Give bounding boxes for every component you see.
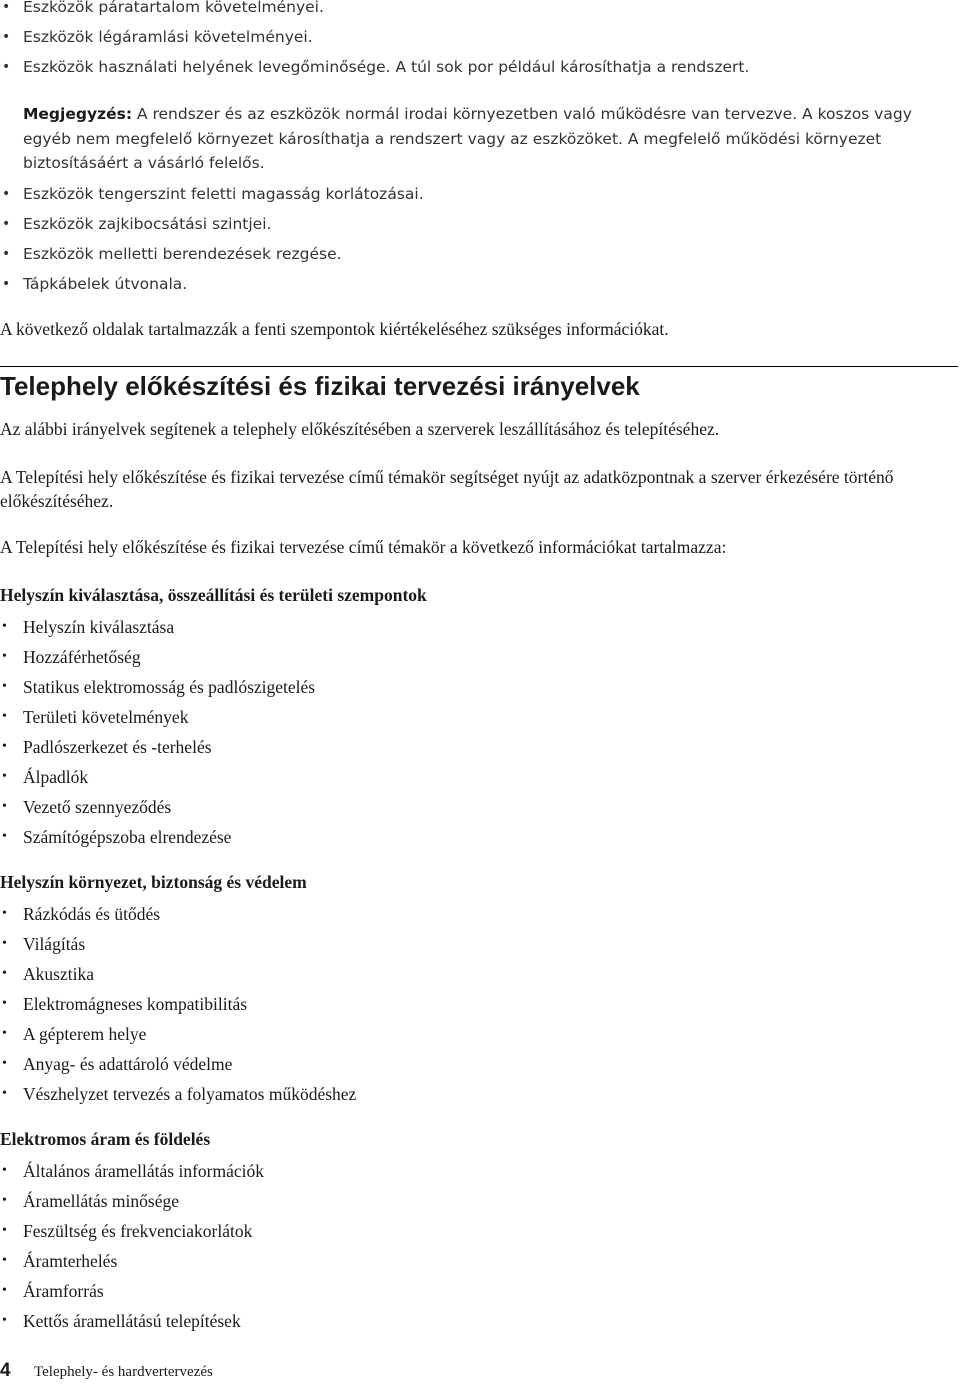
list-item: • Tápkábelek útvonala. xyxy=(0,269,940,299)
list-item: • Kettős áramellátású telepítések xyxy=(0,1306,940,1336)
list-item: • Statikus elektromosság és padlószigetelés xyxy=(0,672,940,702)
list-item: • Eszközök zajkibocsátási szintjei. xyxy=(0,209,940,239)
note-label: Megjegyzés: xyxy=(23,105,133,123)
section-divider xyxy=(0,366,958,367)
list-item: • Eszközök tengerszint feletti magasság korlátozásai. xyxy=(0,179,940,209)
page-number: 4 xyxy=(0,1360,11,1381)
list-item: • Áramterhelés xyxy=(0,1246,940,1276)
section-title: Telephely előkészítési és fizikai tervezési irányelvek xyxy=(0,371,640,401)
subsection-heading-environment: Helyszín környezet, biztonság és védelem xyxy=(0,872,307,892)
power-topics-list xyxy=(0,1156,940,1336)
list-item: • Padlószerkezet és -terhelés xyxy=(0,732,940,762)
list-item: • Anyag- és adattároló védelme xyxy=(0,1049,940,1079)
environment-topics-list xyxy=(0,899,940,1109)
note-paragraph xyxy=(23,102,948,176)
list-item: • Elektromágneses kompatibilitás xyxy=(0,989,940,1019)
list-item: • Eszközök légáramlási követelményei. xyxy=(0,24,940,54)
list-item: • Álpadlók xyxy=(0,762,940,792)
list-item: • Helyszín kiválasztása xyxy=(0,612,940,642)
following-paragraph: A következő oldalak tartalmazzák a fenti szempontok kiértékeléséhez szükséges információkat. xyxy=(0,319,669,339)
list-item: • Eszközök használati helyének levegőminősége. A túl sok por például károsíthatja a rendszert. xyxy=(0,54,940,84)
list-item: • A gépterem helye xyxy=(0,1019,940,1049)
list-item: • Eszközök melletti berendezések rezgése. xyxy=(0,239,940,269)
list-item: • Területi követelmények xyxy=(0,702,940,732)
note-text: A rendszer és az eszközök normál irodai környezetben való működésre van tervezve. A koszos vagy egyéb nem megfelelő környezet károsíthatja a rendszert vagy az eszközöket. A megfelelő működési környezet biztosításáért a vásárló felelős. xyxy=(23,105,912,172)
list-item: • Eszközök páratartalom követelményei. xyxy=(0,0,940,24)
list-item: • Általános áramellátás információk xyxy=(0,1156,940,1186)
list-item: • Áramforrás xyxy=(0,1276,940,1306)
list-item: • Vészhelyzet tervezés a folyamatos működéshez xyxy=(0,1079,940,1109)
list-item: • Világítás xyxy=(0,929,940,959)
site-topics-list xyxy=(0,612,940,852)
subsection-heading-power: Elektromos áram és földelés xyxy=(0,1129,211,1149)
list-item: • Rázkódás és ütődés xyxy=(0,899,940,929)
list-item: • Akusztika xyxy=(0,959,940,989)
list-item: • Feszültség és frekvenciakorlátok xyxy=(0,1216,940,1246)
list-item: • Hozzáférhetőség xyxy=(0,642,940,672)
description-paragraph: A Telepítési hely előkészítése és fizikai tervezése című témakör segítséget nyújt az adatközpontnak a szerver érkezésére történő előkészítéséhez. xyxy=(0,467,894,511)
top-bullet-list xyxy=(0,0,940,84)
page-footer xyxy=(0,1360,213,1382)
intro-paragraph: Az alábbi irányelvek segítenek a telephely előkészítésében a szerverek leszállításához és telepítéséhez. xyxy=(0,419,720,439)
list-item: • Számítógépszoba elrendezése xyxy=(0,822,940,852)
list-item: • Áramellátás minősége xyxy=(0,1186,940,1216)
subsection-heading-site: Helyszín kiválasztása, összeállítási és területi szempontok xyxy=(0,585,427,605)
footer-title: Telephely- és hardvertervezés xyxy=(34,1364,213,1380)
mid-bullet-list xyxy=(0,179,940,299)
contents-paragraph: A Telepítési hely előkészítése és fizikai tervezése című témakör a következő információkat tartalmazza: xyxy=(0,537,727,557)
list-item: • Vezető szennyeződés xyxy=(0,792,940,822)
